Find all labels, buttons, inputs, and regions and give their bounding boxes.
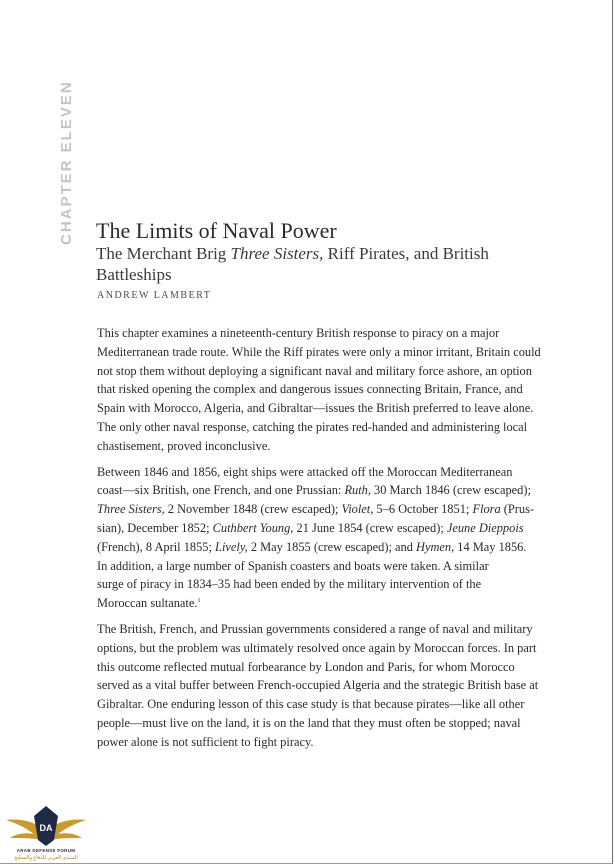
chapter-subtitle (96, 243, 516, 285)
watermark-name: ARAB DEFENSE FORUM (16, 848, 76, 853)
watermark-arabic: المنتدى العربي للدفاع والتسليح (14, 855, 78, 861)
ship-name: Violet, (341, 502, 374, 517)
footnote-marker[interactable]: 1 (197, 598, 201, 605)
paragraph-1: This chapter examines a nineteenth-century British response to piracy on a major Mediterranean trade route. While the Riff pirates were only a minor irritant, Britain could not stop them without deploying a significant naval and military force ashore, an option that risked opening the complex and dangerous issues connecting Britain, France, and Spain with Morocco, Algeria, and Gibraltar—issues the British preferred to leave alone. The only other naval response, catching the pirates red-handed and administering local chastisement, proved inconclusive. (97, 326, 541, 453)
chapter-label: CHAPTER ELEVEN (58, 80, 75, 245)
paragraph-3: The British, French, and Prussian governments considered a range of naval and military options, but the problem was ultimately resolved once again by Moroccan forces. In part this outcome reflected mutual forbearance by London and Paris, for whom Morocco served as a vital buffer between French-occupied Algeria and the strategic British base at Gibraltar. One enduring lesson of this case study is that because pirates—like all other people—must live on the land, it is on the land that they must often be stopped; naval power alone is not sufficient to fight piracy. (97, 621, 539, 749)
eagle-icon (4, 800, 88, 850)
author-name: ANDREW LAMBERT (97, 290, 212, 301)
ship-name: Ruth, (344, 483, 371, 498)
ship-name: Flora (472, 502, 501, 517)
logo-initials: DA (39, 823, 53, 833)
ship-name: Three Sisters, (230, 244, 324, 263)
ship-name: Cuthbert Young, (212, 520, 294, 535)
chapter-title: The Limits of Naval Power (96, 218, 337, 243)
ship-name: Three Sisters, (97, 502, 165, 517)
subtitle-part: The Merchant Brig (96, 244, 231, 263)
ship-name: Lively, (215, 539, 248, 554)
subtitle-part: Riff Pirates, and British Battleships (96, 244, 489, 284)
paragraph-2: Between 1846 and 1856, eight ships were attacked off the Moroccan Mediterranean coast—six British, one French, and one Prussian: Ruth, 30 March 1846 (crew escaped); Three Sisters, 2 November 1848 (crew escaped); Violet, 5–6 October 1851; Flora (Prus- sian), December 1852; Cuthbert Young, 21 June 1854 (crew escaped); Jeune Dieppois (French), 8 April 1855; Lively, 2 May 1855 (crew escaped); and Hymen, 14 May 1856. In addition, a large number of Spanish coasters and boats were taken. A similar surge of piracy in 1834–35 had been ended by the military intervention of the Moroccan sultanate.$^1$ (97, 464, 535, 611)
body-text (97, 324, 550, 759)
ship-name: Jeune Dieppois (446, 520, 524, 535)
watermark-logo (4, 800, 88, 862)
ship-name: Hymen, (416, 539, 455, 554)
